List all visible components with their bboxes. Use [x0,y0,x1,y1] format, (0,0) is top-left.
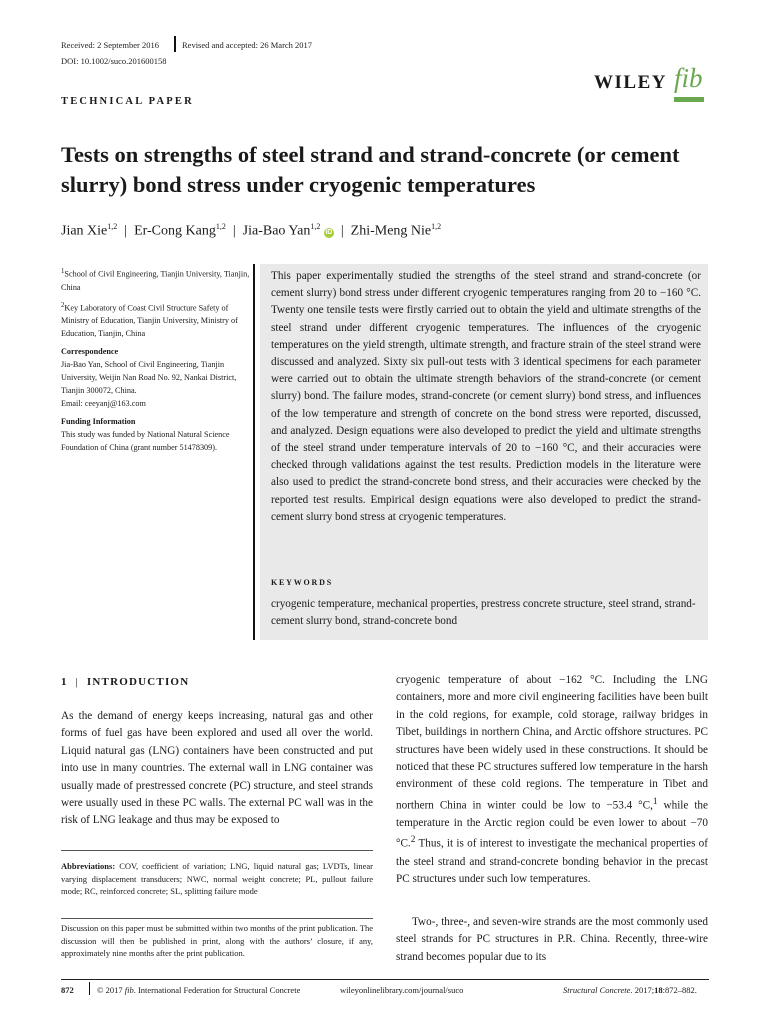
footer-divider [89,982,90,995]
journal-url[interactable]: wileyonlinelibrary.com/journal/suco [340,985,464,995]
orcid-icon[interactable]: iD [325,228,333,236]
received-date: Received: 2 September 2016 [61,40,159,50]
intro-paragraph-right-2: Two-, three-, and seven-wire strands are the most commonly used steel strands for PC structures in P.R. China. Recently, three-wire strand becomes popular due to its [396,916,708,963]
affiliation-2: $^2$Key Laboratory of Coast Civil Structure Safety of Ministry of Education, Tianjin University, Ministry of Education, Tianjin, China [61,301,238,339]
intro-paragraph-left: As the demand of energy keeps increasing, natural gas and other forms of fuel gas have been explored and used all over the world. Liquid natural gas (LNG) containers have been constructed and put into use in many countries. The external wall in LNG container was usually made of prestressed concrete (PC) structure, and steel strands were usually used in these PC walls. The external PC wall was in the risk of LNG leakage and thus may be exposed to [61,710,373,827]
author-name[interactable]: Zhi-Meng Nie [350,223,432,239]
author-list [61,222,441,240]
keywords: cryogenic temperature, mechanical properties, prestress concrete structure, steel strand, strand-cement slurry bond, strand-concrete bond [271,598,696,628]
abbreviations-footnote: Abbreviations: COV, coefficient of variation; LNG, liquid natural gas; LVDTs, linear varying displacement transducers; NWC, normal weight concrete; PL, pullout failure mode; RC, reinforced concrete; SL, splitting failure mode [61,861,373,897]
article-title: Tests on strengths of steel strand and strand-concrete (or cement slurry) bond stress under cryogenic temperatures [61,142,680,197]
author-separator: | [124,223,128,239]
revised-date: Revised and accepted: 26 March 2017 [182,40,313,50]
author-name[interactable]: Jian Xie [61,223,108,239]
correspondence-heading: Correspondence [61,347,119,357]
funding-heading: Funding Information [61,417,136,427]
article-type: TECHNICAL PAPER [61,96,194,107]
correspondence-address: Jia-Bao Yan, School of Civil Engineering, Tianjin University, Weijin Nan Road No. 92, Nankai District, Tianjin 300072, China. [61,360,237,396]
author-affiliation: 1,2 [215,222,226,231]
intro-paragraph-right: cryogenic temperature of about −162 °C. Including the LNG containers, more and more civil engineering facilities have been built in the cold regions, for example, cold storage, railway bridges in Tibet, buildings in northern China, and Arctic offshore structures. PC structures have been widely used in these constructions. It should be noticed that these PC structures suffered low temperature in the harsh environment of these cold regions. The temperature in Tibet and northern China in winter could be low to −53.4 °C,$^1$ while the temperature in the Arctic region could be even lower to about −70 °C.$^2$ Thus, it is of interest to investigate the mechanical properties of the steel strand and strand-concrete bonding behavior in the precast PC structures under such low temperatures. [396,674,708,885]
abstract-rule [253,264,255,640]
footer-rule [61,979,709,980]
abstract-box [260,264,708,640]
doi[interactable]: DOI: 10.1002/suco.201600158 [61,56,167,66]
author-affiliation: 1,2 [431,222,442,231]
page-number: 872 [61,985,74,995]
affiliations-sidebar [61,265,253,459]
affiliation-1: $^1$School of Civil Engineering, Tianjin University, Tianjin, China [61,268,250,292]
author-affiliation: 1,2 [310,222,321,231]
correspondence-email[interactable]: Email: ceeyanj@163.com [61,399,146,409]
discussion-note: Discussion on this paper must be submitted within two months of the print publication. The discussion will then be published in print, along with the authors’ closure, if any, approximately nine months after the print publication. [61,923,373,959]
header-divider [174,36,176,52]
keywords-heading: KEYWORDS [271,578,333,587]
author-separator: | [232,223,236,239]
author-affiliation: 1,2 [107,222,118,231]
footnote-divider [61,918,373,919]
wiley-logo: WILEY [594,72,667,93]
citation: Structural Concrete. 2017;18:872–882. [563,985,697,995]
footnote-rule [61,850,373,851]
abstract-text: This paper experimentally studied the strengths of the steel strand and strand-concrete (or cement slurry) bond stress under different cryogenic temperatures ranging from 20 to −160 °C. Twenty one tensile tests were firstly carried out to obtain the yield and ultimate strengths of the steel strand under different cryogenic temperatures. The influences of the cryogenic temperatures on the yield strength, ultimate strength, and fracture strain of the steel strand were discussed and analyzed. Sixty six pull-out tests with 3 identical specimens for each parameter were carried out to obtain the ultimate strength behaviors of the strand-concrete (or cement slurry) bond. The failure modes, strand-concrete (or cement slurry) bond stress, and influences of the low temperature and strength of concrete on the bond stress were reported, discussed, and analyzed. Design equations were also developed to predict the yield and ultimate strengths of the steel strand under temperature intervals of 20 to −160 °C, and their accuracies were checked through validations against the test results. Prediction models in the literature were also used to predict the strand-concrete bond stress, and their accuracies were checked by the reported test results. Empirical design equations were also developed to predict the strand-cement slurry bond stress at cryogenic temperatures. [271,270,701,523]
fib-logo: fib [674,63,703,93]
author-name[interactable]: Jia-Bao Yan [242,223,311,239]
funding-info: This study was funded by National Natural Science Foundation of China (grant number 51478309). [61,430,230,453]
copyright: © 2017 fib. International Federation for Structural Concrete [97,985,301,995]
reference-link[interactable]: 2 [410,835,416,846]
author-name[interactable]: Er-Cong Kang [134,223,216,239]
author-separator: | [340,223,344,239]
fib-logo-bar [674,97,704,102]
section-heading: 1 | INTRODUCTION [61,676,190,688]
reference-link[interactable]: 1 [652,796,658,807]
